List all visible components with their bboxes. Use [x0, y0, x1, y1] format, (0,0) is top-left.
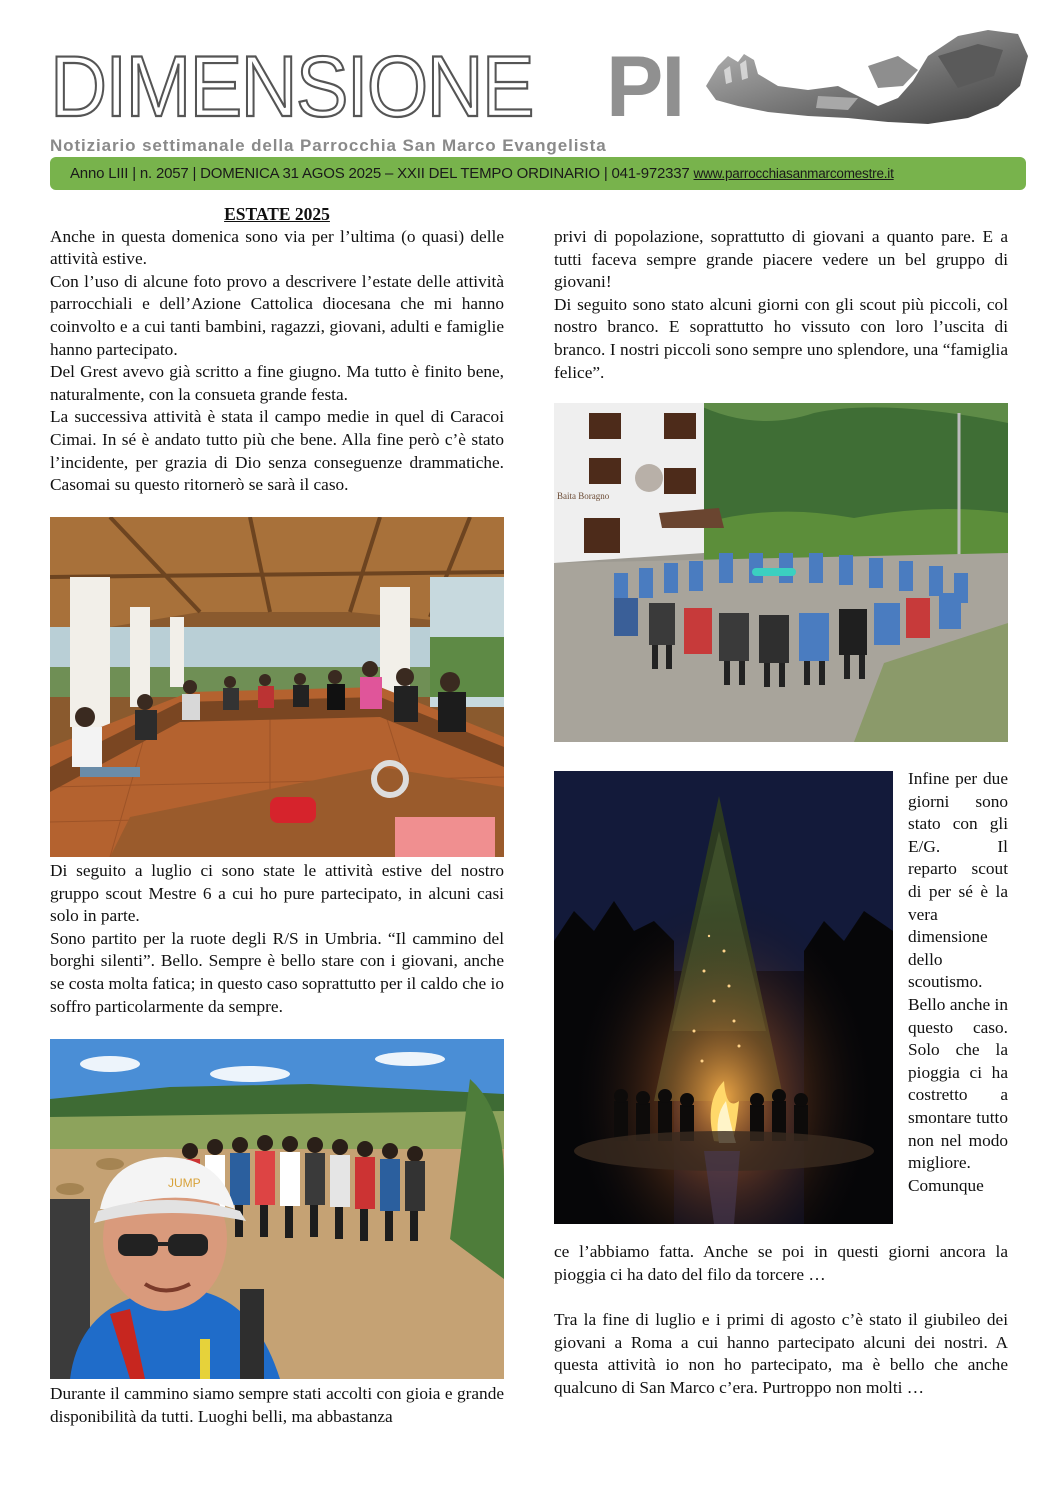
masthead [50, 39, 690, 135]
parish-website-link[interactable]: www.parrocchiasanmarcomestre.it [693, 166, 894, 181]
paragraph: Anche in questa domenica sono via per l’ultima (o quasi) delle attività estive. [50, 226, 504, 269]
building-sign: Baita Boragno [557, 491, 610, 501]
masthead-title-bold: PI [606, 39, 684, 135]
paragraph: Infine per due giorni sono stato con gli E/G. Il reparto scout di per sé è la vera dimensione dello scoutismo. Bello anche in questo caso. Solo che la pioggia ci ha costretto a smontare tutto non nel modo migliore. Comunque [908, 769, 1008, 1195]
paragraph: Del Grest avevo già scritto a fine giugno. Ma tutto è finito bene, naturalmente, con la consueta grande festa. [50, 362, 504, 404]
photo-campfire-night [554, 771, 893, 1224]
article-right-after-photo [554, 1241, 1008, 1286]
issue-info: Anno LIII | n. 2057 | DOMENICA 31 AGOS 2025 – XXII DEL TEMPO ORDINARIO | 041-972337 [70, 165, 694, 182]
paragraph: Durante il cammino siamo sempre stati accolti con gioia e grande disponibilità da tutti. Luoghi belli, ma abbastanza [50, 1384, 504, 1426]
paragraph: Di seguito sono stato alcuni giorni con gli scout più piccoli, col nostro branco. E soprattutto ho vissuto con loro l’uscita di branco. I nostri piccoli sono sempre uno splendore, una “famiglia felice”. [554, 294, 1008, 382]
article-right-top [554, 226, 1008, 384]
article-right-narrow [908, 768, 1008, 1197]
paragraph: Tra la fine di luglio e i primi di agosto c’è stato il giubileo dei giovani a Roma a cui hanno partecipato alcuni dei nostri. A questa attività io non ho partecipato, ma è bello che anche qualcuno di San Marco c’era. Purtroppo non molti … [554, 1310, 1008, 1397]
article-left-intro [50, 203, 504, 497]
sculpture-hands-logo [698, 26, 1030, 126]
paragraph: Sono partito per la ruote degli R/S in Umbria. “Il cammino del borghi silenti”. Bello. Sempre è bello stare con i giovani, anche se costa molta fatica; in questo caso soprattutto per il caldo che io soffro particolarmente da sempre. [50, 928, 504, 1016]
cap-text: JUMP [168, 1176, 201, 1190]
article-right-bottom [554, 1309, 1008, 1399]
paragraph: La successiva attività è stata il campo medie in quel di Caracoi Cimai. In sé è andato tutto più che bene. Alla fine però c’è stato l’incidente, per grazia di Dio senza conseguenze drammatiche. Casomai su questo ritornerò se sarà il caso. [50, 407, 504, 495]
info-bar-text [70, 165, 894, 182]
photo-hikers-selfie [50, 1039, 504, 1379]
photo-pavilion-group [50, 517, 504, 857]
masthead-title-light: DIMENSIONE [50, 39, 533, 135]
article-left-bottom [50, 1383, 504, 1428]
photo-scouts-circle [554, 403, 1008, 742]
article-heading: ESTATE 2025 [224, 204, 330, 224]
masthead-subtitle: Notiziario settimanale della Parrocchia San Marco Evangelista [50, 136, 607, 155]
paragraph: Di seguito a luglio ci sono state le attività estive del nostro gruppo scout Mestre 6 a cui ho pure partecipato, in alcuni casi solo in parte. [50, 861, 504, 926]
paragraph: privi di popolazione, soprattutto di giovani a quanto pare. E a tutti faceva sempre grande piacere vedere un bel gruppo di giovani! [554, 227, 1008, 292]
article-left-middle [50, 860, 504, 1018]
paragraph: ce l’abbiamo fatta. Anche se poi in questi giorni ancora la pioggia ci ha dato del filo da torcere … [554, 1242, 1008, 1284]
paragraph: Con l’uso di alcune foto provo a descrivere l’estate delle attività parrocchiali e dell’Azione Cattolica diocesana che mi hanno coinvolto e a cui tanti bambini, ragazzi, giovani, adulti e famiglie hanno partecipato. [50, 271, 504, 359]
info-bar [50, 157, 1026, 190]
